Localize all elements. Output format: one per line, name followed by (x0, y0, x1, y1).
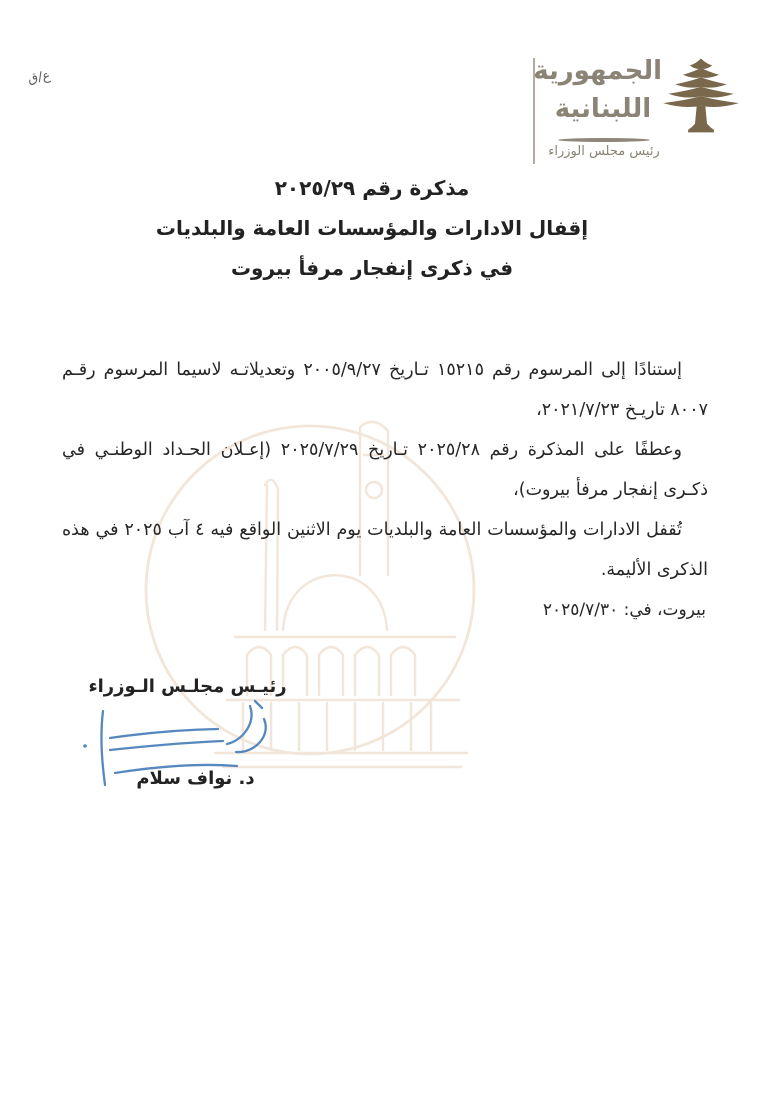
memo-occasion: في ذكرى إنفجار مرفأ بيروت (230, 256, 514, 280)
memo-number: مذكرة رقم ٢٠٢٥/٢٩ (274, 176, 470, 200)
dateline: بيروت، في: ٢٠٢٥/٧/٣٠ (542, 600, 706, 620)
body-paragraph-2: وعطفًا على المذكرة رقم ٢٠٢٥/٢٨ تـاريخ ٢٠٢٥/٧/٢٩ (إعـلان الحـداد الوطنـي في ذكـرى إنفجار مرفأ بيروت)، (62, 440, 708, 500)
body-paragraph-3: تُقفل الادارات والمؤسسات العامة والبلديات يوم الاثنين الواقع فيه ٤ آب ٢٠٢٥ في هذه الذكرى الأليمة. (62, 520, 708, 580)
corner-annotation: ع/ق (26, 68, 52, 87)
letterhead (526, 52, 746, 172)
republic-line2: اللبنانية (554, 94, 652, 124)
republic-line1: الجمهورية (533, 56, 662, 86)
memo-title-block (0, 168, 744, 288)
signatory-name: د. نواف سلام (136, 768, 255, 789)
republic-calligraphy (533, 52, 662, 128)
body-paragraph-1: إستنادًا إلى المرسوم رقم ١٥٢١٥ تـاريخ ٢٠٠٥/٩/٢٧ وتعديلاتـه لاسيما المرسوم رقـم ٨٠٠٧ تاريـخ ٢٠٢١/٧/٢٣، (62, 360, 708, 420)
office-title: رئيس مجلس الوزراء (548, 144, 660, 159)
signature-title: رئيـس مجلـس الـوزراء (88, 676, 287, 697)
cedar-icon (658, 56, 744, 140)
letterhead-divider (558, 138, 650, 142)
memo-subject: إقفال الادارات والمؤسسات العامة والبلديات (155, 216, 589, 240)
memo-body (62, 350, 708, 590)
